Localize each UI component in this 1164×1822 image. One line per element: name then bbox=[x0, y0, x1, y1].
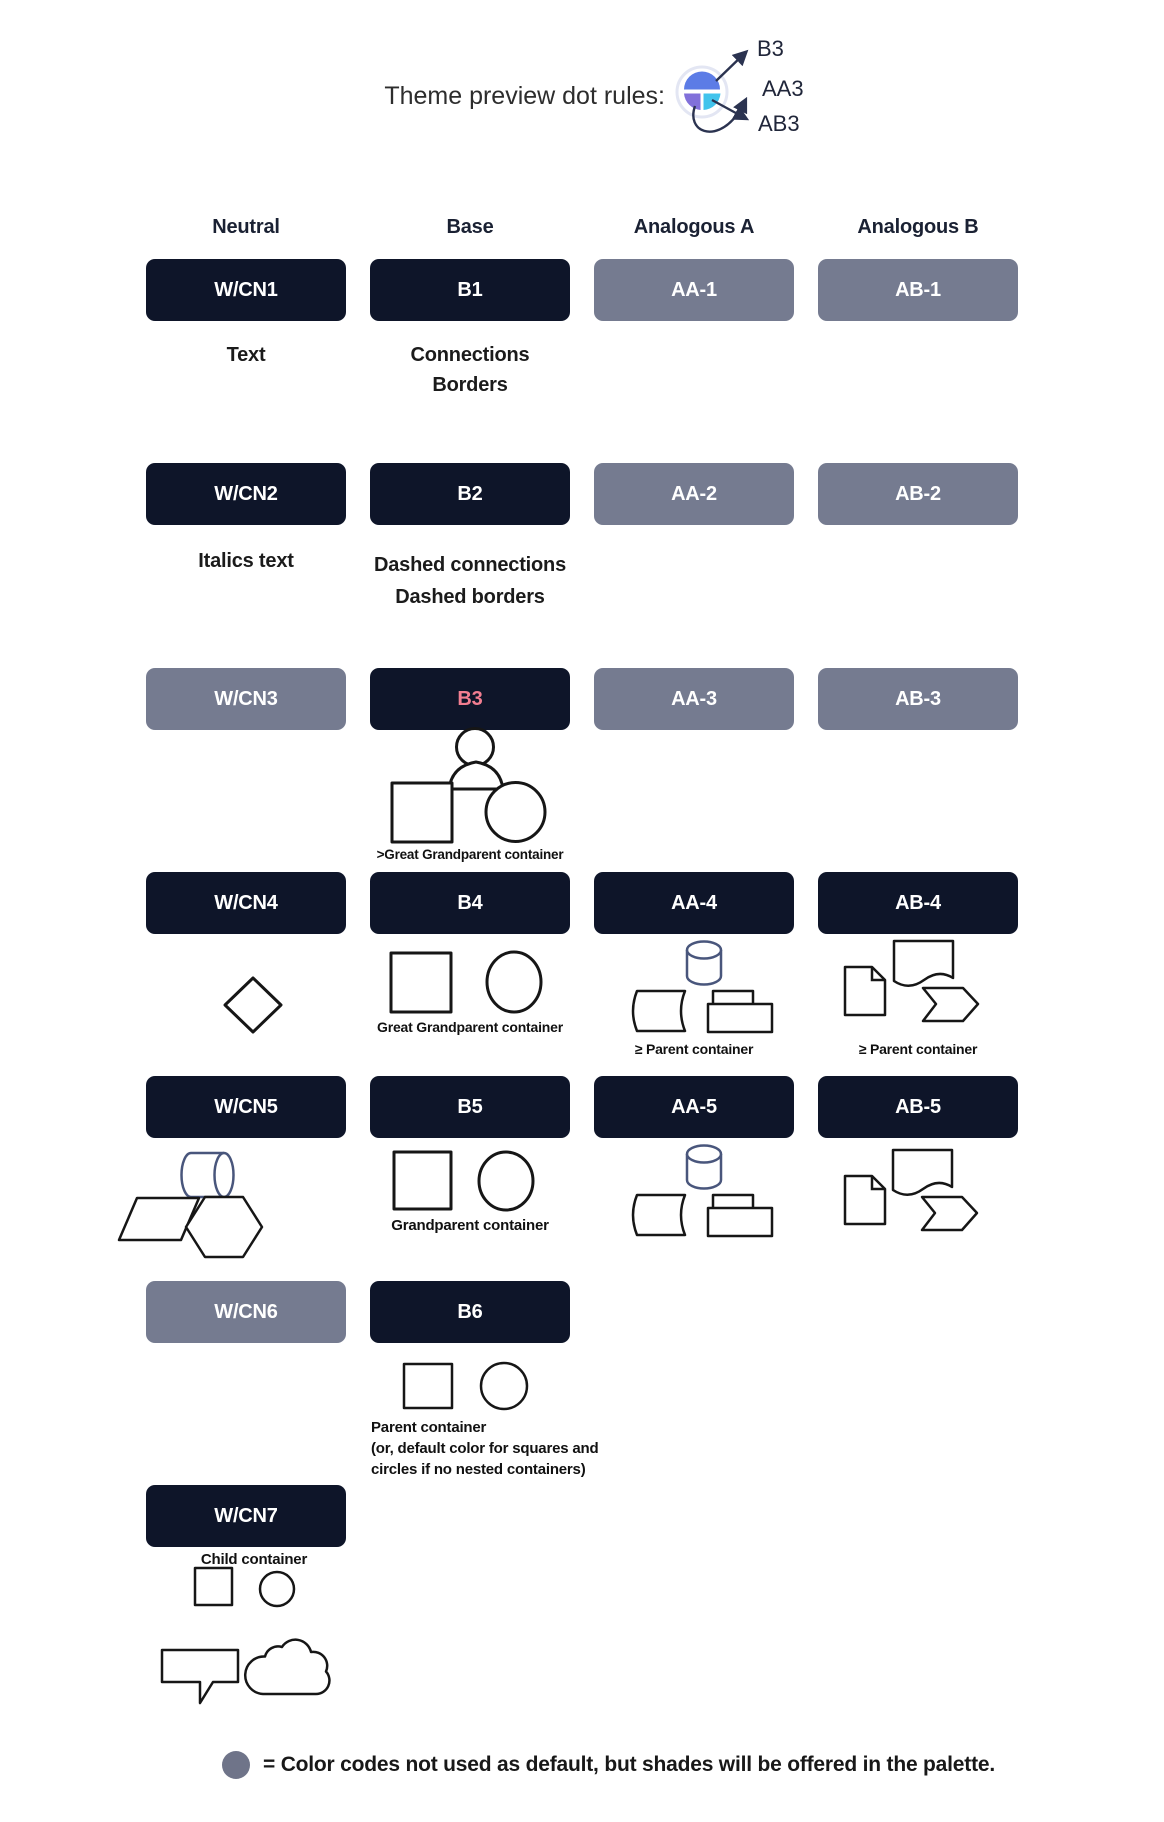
horizontal-cylinder-cap-icon bbox=[215, 1153, 234, 1197]
dot-label-ab3: AB3 bbox=[758, 111, 800, 136]
horizontal-cylinder-icon bbox=[182, 1153, 225, 1197]
frame-body-icon-aa5 bbox=[708, 1208, 772, 1236]
caption-great-grandparent: Great Grandparent container bbox=[377, 1019, 563, 1035]
swatch-ab3: AB-3 bbox=[818, 668, 1018, 730]
chevron-icon-ab4 bbox=[923, 988, 978, 1021]
person-head-icon bbox=[457, 729, 494, 766]
swatch-aa3: AA-3 bbox=[594, 668, 794, 730]
note-italics-text: Italics text bbox=[198, 550, 294, 572]
tape-icon-ab4 bbox=[894, 941, 953, 986]
tape-icon-ab5 bbox=[893, 1150, 952, 1195]
swatch-wcn6: W/CN6 bbox=[146, 1281, 346, 1343]
circle-icon-b3 bbox=[486, 783, 545, 842]
caption-great-grandparent-gt: >Great Grandparent container bbox=[376, 847, 564, 862]
swatch-aa1: AA-1 bbox=[594, 259, 794, 321]
swatch-b6: B6 bbox=[370, 1281, 570, 1343]
person-shoulders-icon bbox=[449, 762, 503, 789]
dot-ring bbox=[677, 67, 727, 117]
arrow-to-ab3 bbox=[712, 100, 745, 118]
note-dashed-connections: Dashed connections bbox=[374, 554, 566, 576]
swatch-wcn5: W/CN5 bbox=[146, 1076, 346, 1138]
swatch-b1: B1 bbox=[370, 259, 570, 321]
swatch-b4: B4 bbox=[370, 872, 570, 934]
caption-ge-parent-b: ≥ Parent container bbox=[858, 1041, 978, 1057]
caption-parent-line2: (or, default color for squares and bbox=[371, 1440, 599, 1457]
swatch-wcn4: W/CN4 bbox=[146, 872, 346, 934]
frame-tab-icon-aa5 bbox=[713, 1195, 753, 1210]
dot-segment-base-icon bbox=[684, 72, 720, 90]
dot-segment-analogous-b-icon bbox=[704, 94, 721, 111]
swatch-wcn7: W/CN7 bbox=[146, 1485, 346, 1547]
ellipse-icon-b5 bbox=[479, 1152, 533, 1210]
square-icon-b4 bbox=[391, 953, 451, 1012]
curved-card-icon-aa4 bbox=[633, 991, 685, 1031]
square-icon-b3 bbox=[392, 783, 452, 842]
document-fold-icon-ab5 bbox=[872, 1176, 885, 1189]
column-header-neutral: Neutral bbox=[212, 216, 280, 238]
caption-parent-line1: Parent container bbox=[371, 1419, 487, 1436]
swatch-b2: B2 bbox=[370, 463, 570, 525]
caption-ge-parent-a: ≥ Parent container bbox=[634, 1041, 754, 1057]
dot-segment-analogous-a-icon bbox=[684, 94, 701, 111]
square-icon-b6 bbox=[404, 1364, 452, 1408]
column-header-analogous-a: Analogous A bbox=[633, 216, 755, 238]
legend-text: = Color codes not used as default, but shades will be offered in the palette. bbox=[263, 1753, 995, 1776]
square-icon-wcn7 bbox=[195, 1568, 232, 1605]
cylinder-top-icon-aa4 bbox=[687, 942, 721, 959]
arrow-to-aa3 bbox=[693, 101, 745, 132]
diamond-icon bbox=[225, 978, 281, 1032]
swatch-b3: B3 bbox=[370, 668, 570, 730]
chevron-icon-ab5 bbox=[922, 1197, 977, 1230]
swatch-ab2: AB-2 bbox=[818, 463, 1018, 525]
parallelogram-icon bbox=[119, 1198, 199, 1240]
swatch-wcn2: W/CN2 bbox=[146, 463, 346, 525]
swatch-ab4: AB-4 bbox=[818, 872, 1018, 934]
frame-tab-icon-aa4 bbox=[713, 991, 753, 1006]
cylinder-top-icon-aa5 bbox=[687, 1146, 721, 1163]
circle-icon-b6 bbox=[481, 1363, 527, 1409]
cloud-icon bbox=[245, 1640, 329, 1694]
document-icon-ab5 bbox=[845, 1176, 885, 1224]
caption-grandparent: Grandparent container bbox=[391, 1217, 549, 1234]
cylinder-icon-aa4 bbox=[687, 950, 721, 985]
swatch-aa5: AA-5 bbox=[594, 1076, 794, 1138]
hexagon-icon bbox=[186, 1197, 262, 1257]
cylinder-icon-aa5 bbox=[687, 1154, 721, 1189]
dot-label-b3: B3 bbox=[757, 36, 784, 61]
caption-child-container: Child container bbox=[200, 1551, 308, 1568]
caption-parent-line3: circles if no nested containers) bbox=[371, 1461, 586, 1478]
swatch-b5: B5 bbox=[370, 1076, 570, 1138]
swatch-ab1: AB-1 bbox=[818, 259, 1018, 321]
curved-card-icon-aa5 bbox=[633, 1195, 685, 1235]
note-dashed-borders: Dashed borders bbox=[395, 586, 545, 608]
speech-bubble-icon bbox=[162, 1650, 238, 1703]
ellipse-icon-b4 bbox=[487, 952, 541, 1012]
note-text: Text bbox=[226, 344, 266, 366]
document-icon-ab4 bbox=[845, 967, 885, 1015]
swatch-aa2: AA-2 bbox=[594, 463, 794, 525]
dot-label-aa3: AA3 bbox=[762, 76, 804, 101]
frame-body-icon-aa4 bbox=[708, 1004, 772, 1032]
swatch-wcn3: W/CN3 bbox=[146, 668, 346, 730]
swatch-ab5: AB-5 bbox=[818, 1076, 1018, 1138]
diagram-title: Theme preview dot rules: bbox=[384, 82, 665, 110]
column-header-analogous-b: Analogous B bbox=[857, 216, 979, 238]
document-fold-icon-ab4 bbox=[872, 967, 885, 980]
square-icon-b5 bbox=[394, 1152, 451, 1209]
column-header-base: Base bbox=[446, 216, 494, 238]
swatch-aa4: AA-4 bbox=[594, 872, 794, 934]
swatch-wcn1: W/CN1 bbox=[146, 259, 346, 321]
circle-icon-wcn7 bbox=[260, 1572, 294, 1606]
arrow-to-b3 bbox=[716, 53, 745, 81]
legend-gray-dot-icon bbox=[222, 1751, 250, 1779]
note-borders: Borders bbox=[432, 374, 508, 396]
note-connections: Connections bbox=[410, 344, 530, 366]
